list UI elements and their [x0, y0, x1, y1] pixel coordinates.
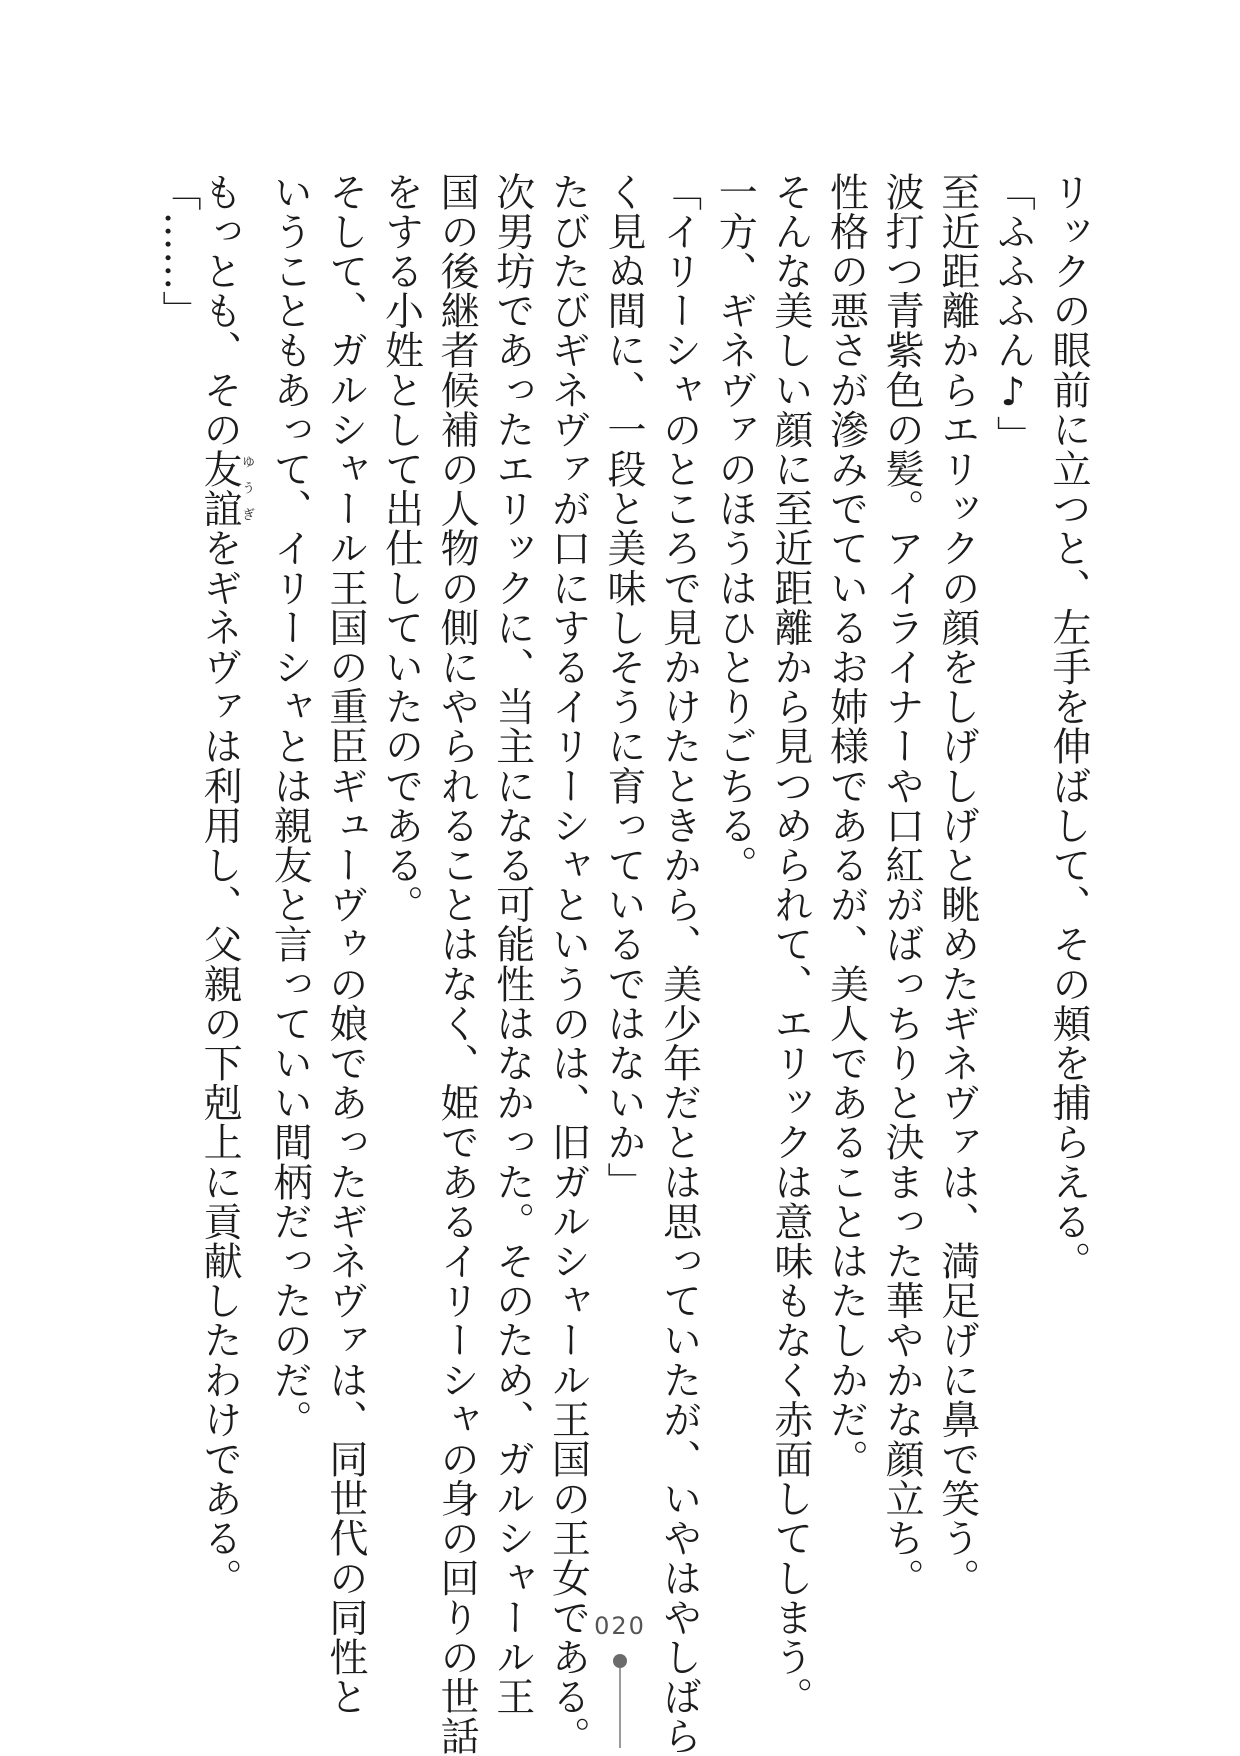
text-line-5: 性格の悪さが滲みでているお姉様であるが、美人であることはたしかだ。: [823, 172, 869, 1479]
ruby-reading: ゆうぎ: [239, 449, 255, 529]
text-line-7: 一方、ギネヴァのほうはひとりごちる。: [712, 172, 758, 885]
text-line-11: 次男坊であったエリックに、当主になる可能性はなかった。そのため、ガルシャール王: [489, 172, 535, 1717]
text-before-ruby: もっとも、その: [197, 172, 243, 450]
text-line-17: 「……」: [156, 172, 201, 331]
ruby-base: 友誼: [197, 449, 243, 529]
page-marker-dot: [613, 1654, 627, 1668]
text-line-1: リックの眼前に立つと、左手を伸ばして、その頬を捕らえる。: [1046, 172, 1091, 1281]
text-line-10: たびたびギネヴァが口にするイリーシャというのは、旧ガルシャール王国の王女である。: [545, 172, 591, 1756]
page-marker-rule: [619, 1668, 621, 1748]
text-line-9: く見ぬ間に、一段と美味しそうに育っているではないか」: [601, 172, 646, 1202]
text-line-4: 波打つ青紫色の髪。アイライナーや口紅がばっちりと決まった華やかな顔立ち。: [879, 172, 925, 1598]
ruby-word: [197, 449, 255, 529]
text-line-2: 「ふふふん♪」: [990, 172, 1036, 456]
text-line-12: 国の後継者候補の人物の側にやられることはなく、姫であるイリーシャの身の回りの世話: [434, 172, 480, 1756]
text-line-6: そんな美しい顔に至近距離から見つめられて、エリックは意味もなく赤面してしまう。: [767, 172, 813, 1717]
page-number: 020: [594, 1612, 646, 1640]
text-line-8: 「イリーシャのところで見かけたときから、美少年だとは思っていたが、いやはやしばら: [656, 172, 702, 1756]
text-line-15: いうこともあって、イリーシャとは親友と言っていい間柄だったのだ。: [267, 172, 313, 1440]
text-line-16: [197, 172, 255, 1598]
text-line-3: 至近距離からエリックの顔をしげしげと眺めたギネヴァは、満足げに鼻で笑う。: [934, 172, 980, 1598]
text-line-13: をする小姓として出仕していたのである。: [378, 172, 424, 925]
text-line-14: そして、ガルシャール王国の重臣ギューヴゥの娘であったギネヴァは、同世代の同性と: [322, 172, 368, 1717]
text-after-ruby: をギネヴァは利用し、父親の下剋上に貢献したわけである。: [197, 528, 243, 1598]
